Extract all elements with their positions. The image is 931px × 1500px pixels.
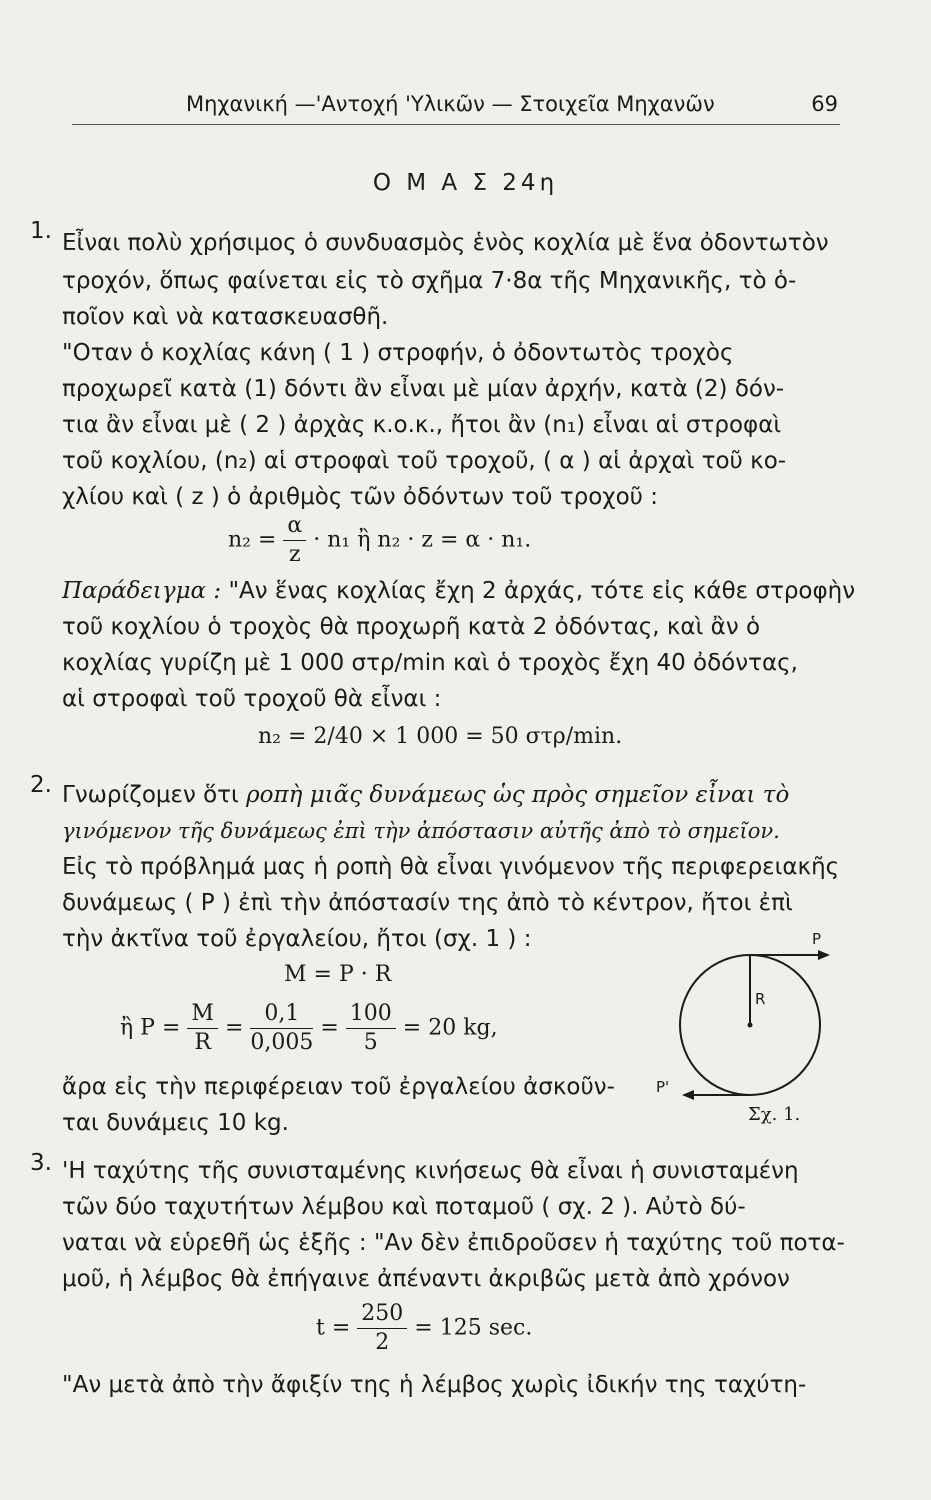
arrow-head-icon [682, 1090, 694, 1100]
figure-circle-force [656, 930, 850, 1130]
eq-rhs: = 125 sec. [414, 1315, 533, 1341]
paragraph-line: προχωρεῖ κατὰ (1) δόντι ἂν εἶναι μὲ μίαν ἀρχήν, κατὰ (2) δόν- [62, 376, 785, 402]
eq-numerator: 250 [357, 1300, 407, 1329]
definition-italic: ροπὴ μιᾶς δυνάμεως ὡς πρὸς σημεῖον εἶναι τὸ [246, 782, 790, 808]
paragraph-line: κοχλίας γυρίζη μὲ 1 000 στρ/min καὶ ὁ τροχὸς ἔχη 40 ὀδόντας, [62, 650, 798, 676]
definition-lead: Γνωρίζομεν ὅτι [62, 782, 247, 808]
denominator: 5 [363, 1030, 378, 1055]
label-p-prime: P' [656, 1078, 670, 1096]
paragraph-line: τὴν ἀκτῖνα τοῦ ἐργαλείου, ἤτοι (σχ. 1 ) : [62, 926, 532, 952]
section-title: Ο Μ Α Σ 24η [372, 170, 559, 196]
definition-line [62, 780, 789, 810]
problem-number-2: 2. [30, 772, 52, 798]
denominator: R [194, 1030, 211, 1055]
paragraph-line: "Αν μετὰ ἀπὸ τὴν ἄφιξίν της ἡ λέμβος χωρὶς ἰδικήν της ταχύτη- [62, 1372, 807, 1398]
numerator: 0,1 [250, 1000, 313, 1029]
equals-sign: = [320, 1015, 339, 1041]
paragraph-line: τοῦ κοχλίου, (n₂) αἱ στροφαὶ τοῦ τροχοῦ, ( α ) αἱ ἀρχαὶ τοῦ κο- [62, 448, 787, 474]
figure-caption: Σχ. 1. [748, 1104, 801, 1125]
paragraph-line: Εἶναι πολὺ χρήσιμος ὁ συνδυασμὸς ἑνὸς κοχλία μὲ ἕνα ὀδοντωτὸν [62, 230, 829, 256]
header-title: Μηχανική —'Αντοχή 'Υλικῶν — Στοιχεῖα Μηχανῶν [186, 92, 715, 116]
paragraph-line: τια ἂν εἶναι μὲ ( 2 ) ἀρχὰς κ.ο.κ., ἤτοι ἂν (n₁) εἶναι αἱ στροφαὶ [62, 412, 782, 438]
eq-denominator: z [289, 542, 301, 567]
eq-prefix: ἢ P = [120, 1015, 181, 1041]
equation-result: n₂ = 2/40 × 1 000 = 50 στρ/min. [258, 724, 623, 749]
eq-numerator: α [283, 512, 306, 541]
label-p: P [812, 930, 822, 948]
denominator: 0,005 [250, 1030, 314, 1055]
equation-force [120, 1000, 498, 1057]
paragraph-line: τοῦ κοχλίου ὁ τροχὸς θὰ προχωρῆ κατὰ 2 ὀδόντας, καὶ ἂν ὁ [62, 614, 761, 640]
eq-lhs: n₂ = [228, 527, 277, 553]
fraction-values [250, 1000, 313, 1057]
running-header [186, 92, 838, 116]
eq-fraction [357, 1300, 407, 1357]
equation-time [316, 1300, 532, 1357]
page-number: 69 [811, 92, 838, 116]
example-text: "Αν ἕνας κοχλίας ἔχη 2 ἀρχάς, τότε εἰς κάθε στροφὴν [221, 578, 856, 604]
paragraph-line: ποῖον καὶ νὰ κατασκευασθῆ. [62, 304, 389, 330]
fraction-m-r [187, 1000, 218, 1057]
label-r: R [755, 990, 766, 1008]
header-rule [72, 124, 840, 125]
example-label: Παράδειγμα : [62, 578, 222, 604]
paragraph-line: 'Η ταχύτης τῆς συνισταμένης κινήσεως θὰ εἶναι ἡ συνισταμένη [62, 1158, 799, 1184]
center-point [748, 1023, 753, 1028]
paragraph-line: τῶν δύο ταχυτήτων λέμβου καὶ ποταμοῦ ( σχ. 2 ). Αὐτὸ δύ- [62, 1194, 746, 1220]
eq-lhs: t = [316, 1315, 351, 1341]
paragraph-line: ται δυνάμεις 10 kg. [62, 1110, 289, 1136]
example-line [62, 576, 855, 606]
paragraph-line: ναται νὰ εὑρεθῆ ὡς ἑξῆς : "Αν δὲν ἐπιδροῦσεν ἡ ταχύτης τοῦ ποτα- [62, 1230, 845, 1256]
equation-worm-gear [228, 512, 531, 569]
eq-fraction [283, 512, 306, 569]
eq-suffix: = 20 kg, [402, 1015, 498, 1041]
numerator: 100 [346, 1000, 396, 1029]
problem-number-1: 1. [30, 218, 52, 244]
arrow-head-icon [818, 950, 830, 960]
eq-denominator: 2 [375, 1330, 390, 1355]
paragraph-line: δυνάμεως ( P ) ἐπὶ τὴν ἀπόστασίν της ἀπὸ τὸ κέντρον, ἤτοι ἐπὶ [62, 890, 793, 916]
eq-rest: · n₁ ἢ n₂ · z = α · n₁. [313, 527, 532, 553]
fraction-simplified [346, 1000, 396, 1057]
equals-sign: = [224, 1015, 244, 1041]
paragraph-line: χλίου καὶ ( z ) ὁ ἀριθμὸς τῶν ὀδόντων τοῦ τροχοῦ : [62, 484, 659, 510]
paragraph-line: μοῦ, ἡ λέμβος θὰ ἐπήγαινε ἀπέναντι ἀκριβῶς μετὰ ἀπὸ χρόνον [62, 1266, 790, 1292]
paragraph-line: αἱ στροφαὶ τοῦ τροχοῦ θὰ εἶναι : [62, 686, 442, 712]
problem-number-3: 3. [30, 1150, 52, 1176]
definition-line-italic: γινόμενον τῆς δυνάμεως ἐπὶ τὴν ἀπόστασιν αὐτῆς ἀπὸ τὸ σημεῖον. [62, 819, 780, 843]
paragraph-line: ἄρα εἰς τὴν περιφέρειαν τοῦ ἐργαλείου ἀσκοῦν- [62, 1074, 615, 1100]
equation-moment: M = P · R [284, 962, 392, 987]
paragraph-line: "Οταν ὁ κοχλίας κάνη ( 1 ) στροφήν, ὁ ὀδοντωτὸς τροχὸς [62, 340, 734, 366]
paragraph-line: τροχόν, ὅπως φαίνεται εἰς τὸ σχῆμα 7·8α τῆς Μηχανικῆς, τὸ ὁ- [62, 268, 797, 294]
paragraph-line: Εἰς τὸ πρόβλημά μας ἡ ροπὴ θὰ εἶναι γινόμενον τῆς περιφερειακῆς [62, 854, 840, 880]
numerator: M [187, 1000, 218, 1029]
